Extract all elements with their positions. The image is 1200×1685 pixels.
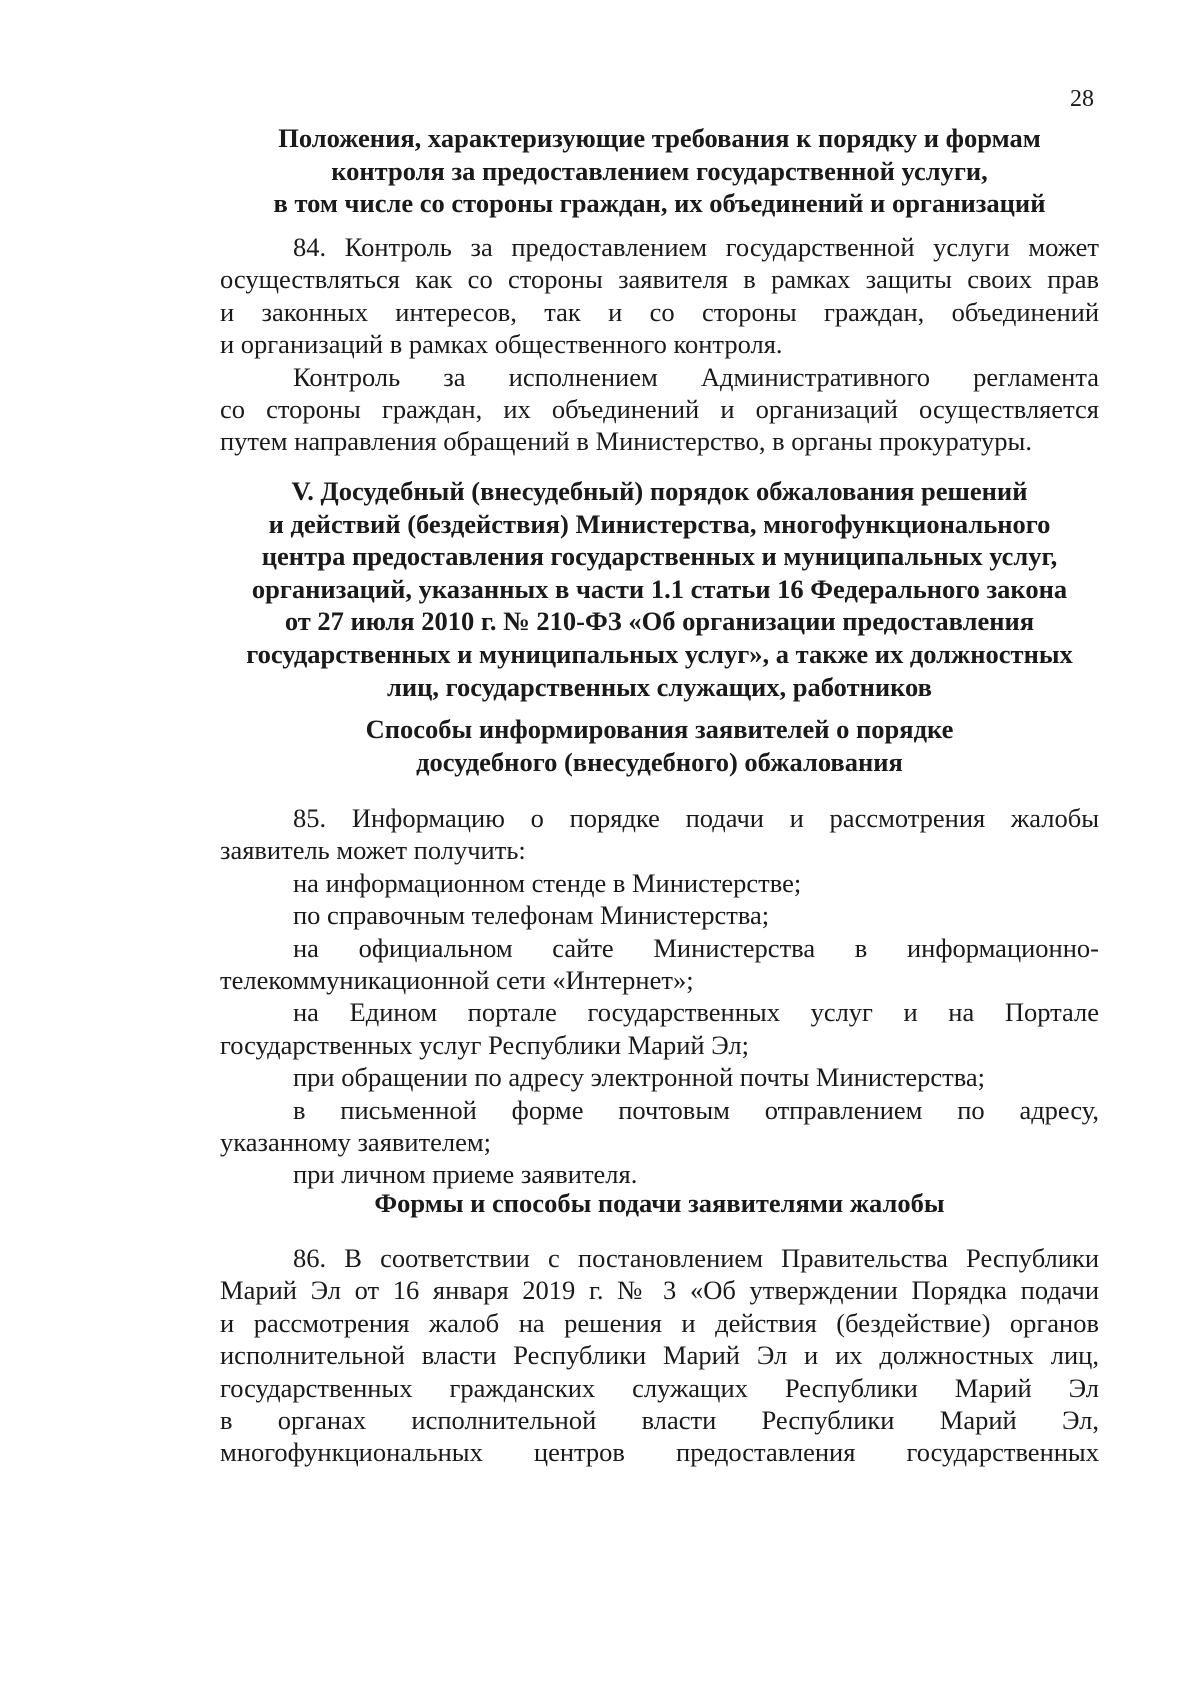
text-line: и законных интересов, так и со стороны граждан, объединений <box>220 296 1099 327</box>
heading-section-v <box>220 475 1099 703</box>
text-line: Контроль за исполнением Административного регламента <box>293 361 1099 392</box>
text-line: государственных гражданских служащих Республики Марий Эл <box>220 1372 1099 1403</box>
text-line: и рассмотрения жалоб на решения и действия (бездействие) органов <box>220 1307 1099 1338</box>
heading-line: и действий (бездействия) Министерства, многофункционального <box>268 508 1051 539</box>
text-line: исполнительной власти Республики Марий Эл и их должностных лиц, <box>220 1340 1099 1371</box>
heading-line: V. Досудебный (внесудебный) порядок обжалования решений <box>291 476 1028 506</box>
list-item: на Едином портале государственных услуг и на Портале <box>293 997 1099 1028</box>
list-item: в письменной форме почтовым отправлением по адресу, <box>293 1094 1099 1125</box>
text-line: 84. Контроль за предоставлением государственной услуги может <box>293 232 1099 262</box>
heading-line: лиц, государственных служащих, работников <box>387 671 932 702</box>
list-item-cont: указанному заявителем; <box>220 1127 492 1158</box>
text-line: многофункциональных центров предоставления государственных <box>220 1437 1099 1468</box>
list-item: на информационном стенде в Министерстве; <box>293 867 802 898</box>
heading-line: контроля за предоставлением государственной услуги, <box>331 155 988 186</box>
text-line: 85. Информацию о порядке подачи и рассмотрения жалобы <box>293 803 1099 833</box>
heading-line: Формы и способы подачи заявителями жалобы <box>374 1188 945 1218</box>
list-item: по справочным телефонам Министерства; <box>293 900 770 931</box>
list-item: при обращении по адресу электронной почты Министерства; <box>293 1062 985 1093</box>
list-item: на официальном сайте Министерства в информационно- <box>293 932 1099 963</box>
text-line: со стороны граждан, их объединений и организаций осуществляется <box>220 394 1099 425</box>
text-line: осуществляться как со стороны заявителя в рамках защиты своих прав <box>220 264 1099 295</box>
heading-line: центра предоставления государственных и муниципальных услуг, <box>261 541 1058 572</box>
heading-control <box>220 122 1099 220</box>
text-line: путем направления обращений в Министерство, в органы прокуратуры. <box>220 426 1032 457</box>
heading-line: в том числе со стороны граждан, их объединений и организаций <box>273 188 1046 219</box>
paragraph-85 <box>220 802 1099 1191</box>
text-line: 86. В соответствии с постановлением Правительства Республики <box>293 1243 1099 1273</box>
heading-line: от 27 июля 2010 г. № 210-ФЗ «Об организации предоставления <box>284 606 1035 637</box>
list-item-cont: государственных услуг Республики Марий Эл; <box>220 1029 749 1060</box>
paragraph-84 <box>220 231 1099 458</box>
text-line: заявитель может получить: <box>220 835 526 866</box>
paragraph-86 <box>220 1242 1099 1469</box>
heading-inform <box>220 713 1099 778</box>
heading-line: Способы информирования заявителей о порядке <box>365 714 954 744</box>
list-item-cont: телекоммуникационной сети «Интернет»; <box>220 965 694 996</box>
heading-line: государственных и муниципальных услуг», а также их должностных <box>246 638 1073 669</box>
heading-line: организаций, указанных в части 1.1 статьи 16 Федерального закона <box>251 573 1068 604</box>
text-line: Марий Эл от 16 января 2019 г. № 3 «Об утверждении Порядка подачи <box>220 1275 1099 1306</box>
text-line: и организаций в рамках общественного контроля. <box>220 329 783 360</box>
heading-line: досудебного (внесудебного) обжалования <box>416 746 903 777</box>
page-number: 28 <box>1070 86 1094 112</box>
heading-line: Положения, характеризующие требования к порядку и формам <box>278 123 1041 153</box>
text-line: в органах исполнительной власти Республики Марий Эл, <box>220 1405 1099 1436</box>
list-item: при личном приеме заявителя. <box>293 1159 638 1190</box>
heading-forms <box>220 1187 1099 1220</box>
